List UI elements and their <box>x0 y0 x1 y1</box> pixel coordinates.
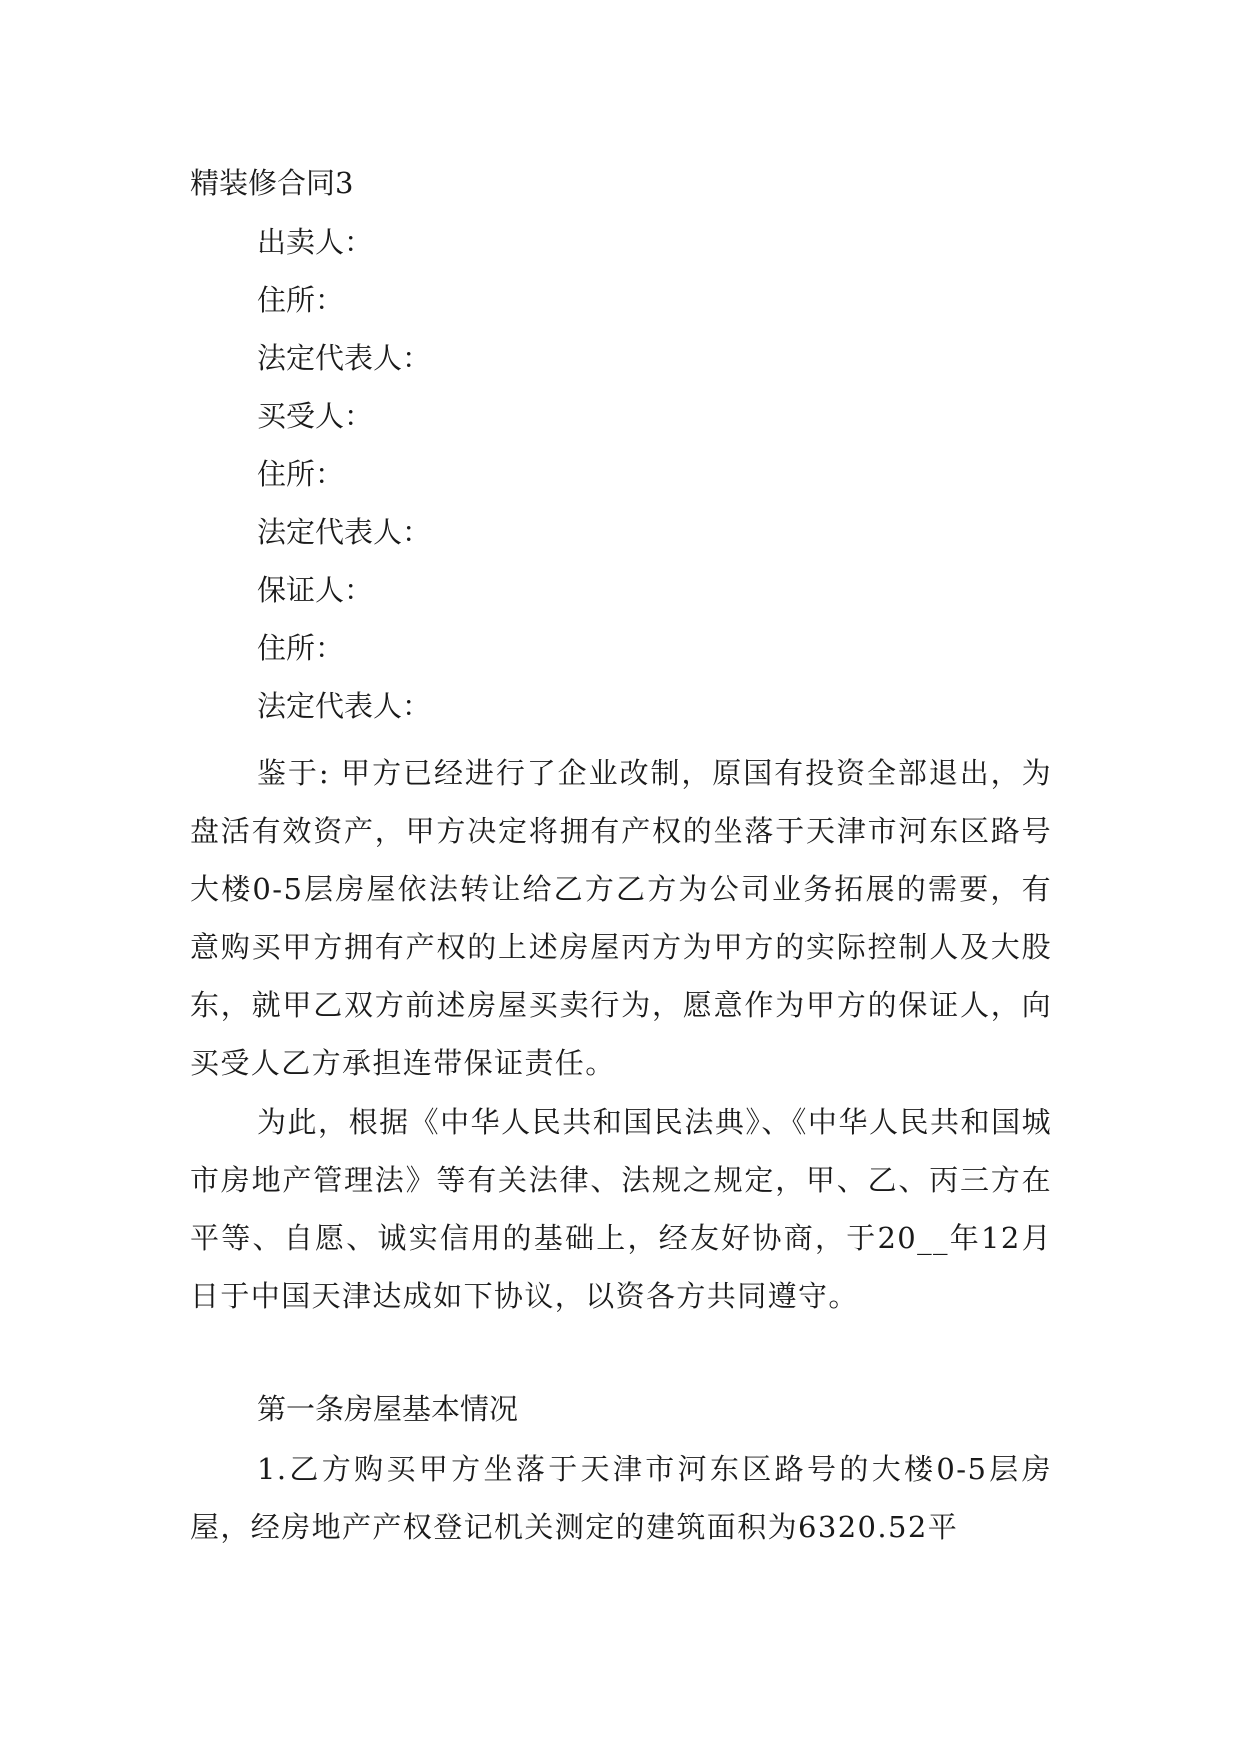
seller-representative-label: 法定代表人： <box>257 341 432 375</box>
buyer-address-label: 住所： <box>257 457 345 491</box>
article-1-item-1: 1.乙方购买甲方坐落于天津市河东区路号的大楼0-5层房屋，经房地产产权登记机关测定的建筑面积为6320.52平 <box>190 1452 1052 1544</box>
document-title: 精装修合同3 <box>190 166 354 200</box>
preamble-paragraph: 鉴于: 甲方已经进行了企业改制，原国有投资全部退出，为盘活有效资产，甲方决定将拥有产权的坐落于天津市河东区路号大楼0-5层房屋依法转让给乙方乙方为公司业务拓展的需要，有意购买甲方拥有产权的上述房屋丙方为甲方的实际控制人及大股东，就甲乙双方前述房屋买卖行为，愿意作为甲方的保证人，向买受人乙方承担连带保证责任。 <box>190 756 1052 1080</box>
buyer-label: 买受人： <box>257 399 374 433</box>
guarantor-label: 保证人： <box>257 573 374 607</box>
buyer-representative-label: 法定代表人： <box>257 515 432 549</box>
basis-paragraph: 为此，根据《中华人民共和国民法典》、《中华人民共和国城市房地产管理法》等有关法律、法规之规定，甲、乙、丙三方在平等、自愿、诚实信用的基础上，经友好协商，于20__年12月日于中国天津达成如下协议，以资各方共同遵守。 <box>190 1105 1052 1313</box>
article-1-heading: 第一条房屋基本情况 <box>257 1392 519 1426</box>
guarantor-representative-label: 法定代表人： <box>257 689 432 723</box>
guarantor-address-label: 住所： <box>257 631 345 665</box>
seller-label: 出卖人： <box>257 225 374 259</box>
seller-address-label: 住所： <box>257 283 345 317</box>
